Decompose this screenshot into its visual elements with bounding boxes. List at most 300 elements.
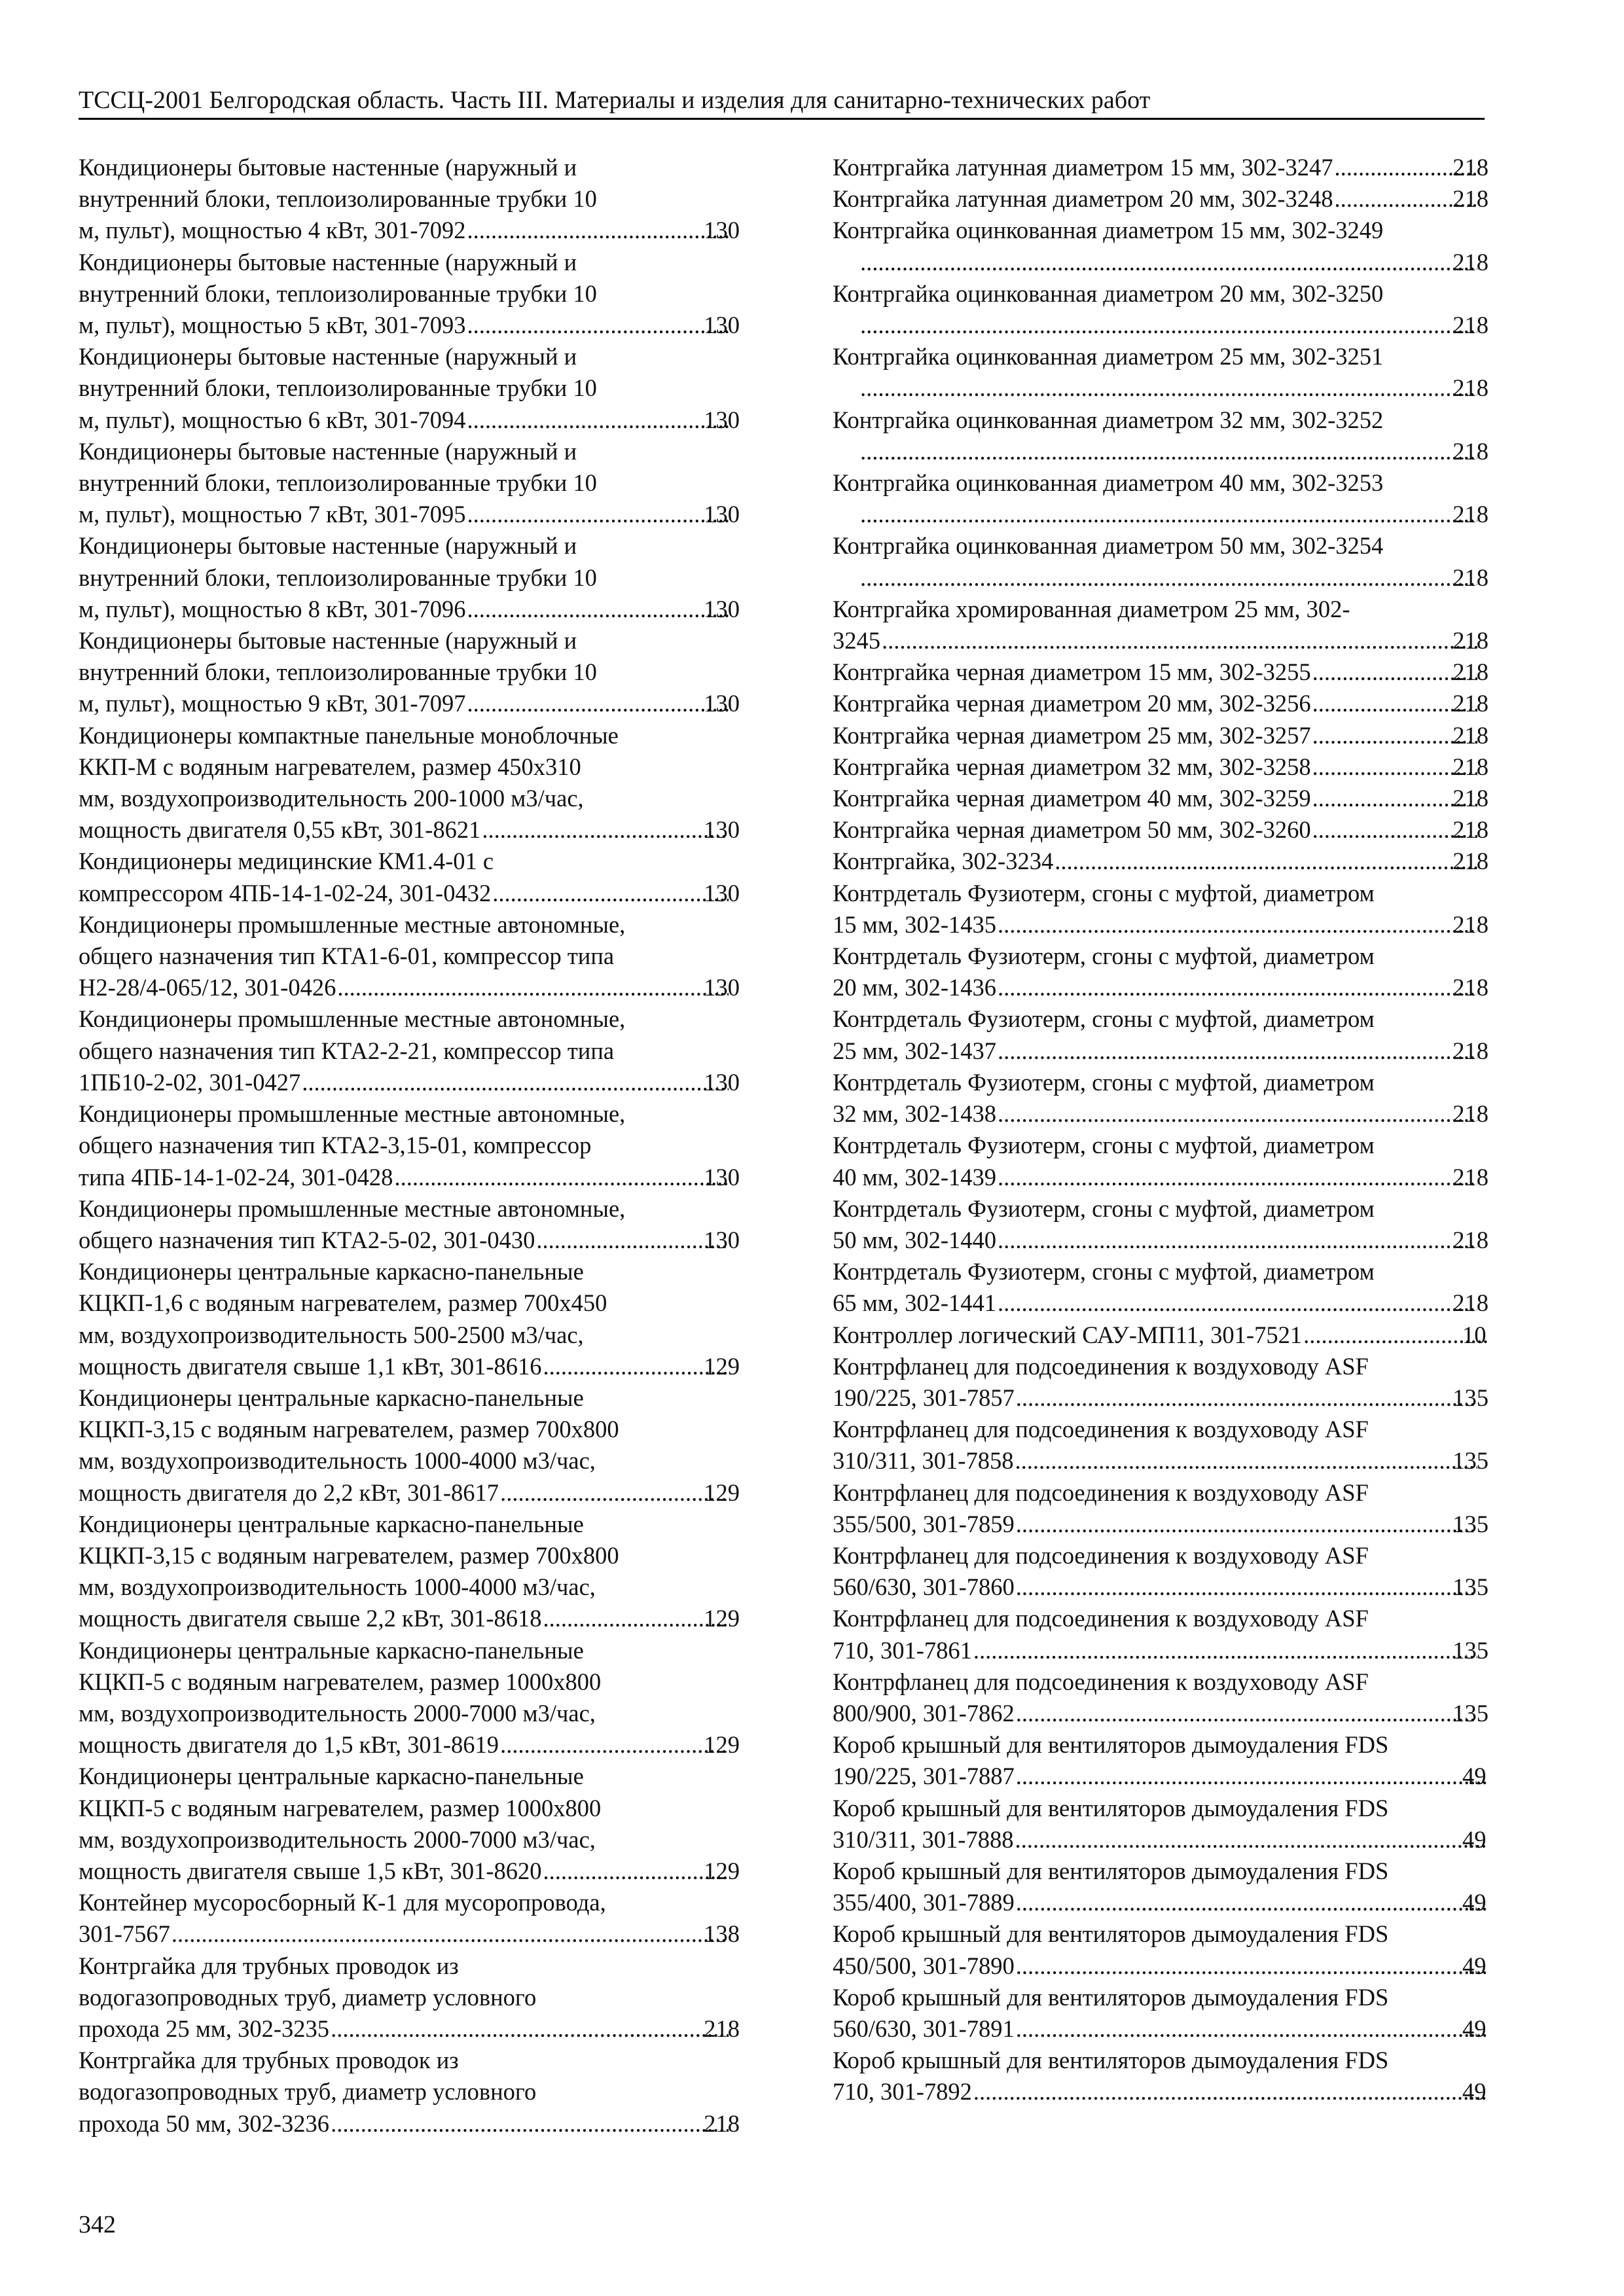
index-entry-line: Контрфланец для подсоединения к воздуховоду ASF (833, 1668, 1369, 1695)
index-entry-line: мощность двигателя до 1,5 кВт, 301-8619 (79, 1731, 499, 1759)
index-entry-line: мм, воздухопроизводительность 1000-4000 м3/час, (79, 1573, 596, 1601)
index-entry-last-line (833, 972, 1489, 1003)
index-entry-last-line (79, 2108, 740, 2140)
index-entry (833, 1130, 1489, 1193)
index-entry-line: 15 мм, 302-1435 (833, 910, 996, 938)
index-entry-last-line (833, 1035, 1489, 1067)
index-entry-line: внутренний блоки, теплоизолированные трубки 10 (79, 374, 597, 402)
dot-leader (860, 562, 1477, 594)
index-entry-line: Контргайка латунная диаметром 15 мм, 302-3247 (833, 154, 1333, 181)
index-entry-line: Контрфланец для подсоединения к воздуховоду ASF (833, 1605, 1369, 1632)
dot-leader (543, 1603, 729, 1634)
index-entry-page: 135 (1453, 1573, 1489, 1601)
index-entry-line: Контргайка черная диаметром 25 мм, 302-3257 (833, 721, 1311, 749)
index-entry-line: Контрдеталь Фузиотерм, сгоны с муфтой, диаметром (833, 879, 1375, 906)
index-entry-last-line (79, 1918, 740, 1950)
dot-leader (860, 436, 1477, 467)
index-entry-line: 710, 301-7892 (833, 2078, 972, 2106)
dot-leader (536, 1225, 729, 1256)
index-entry-last-line (833, 183, 1489, 215)
index-entry-line: мощность двигателя свыше 1,1 кВт, 301-8616 (79, 1352, 542, 1380)
dot-leader (302, 1067, 729, 1098)
index-entry-last-line (833, 1509, 1489, 1540)
index-entry-line: Короб крышный для вентиляторов дымоудаления FDS (833, 1920, 1389, 1948)
index-entry-page: 218 (1453, 721, 1489, 749)
index-entry-line: общего назначения тип КТА2-3,15-01, компрессор (79, 1132, 592, 1159)
index-entry (79, 1509, 740, 1635)
index-entry-line: Контргайка оцинкованная диаметром 40 мм, 302-3253 (833, 469, 1384, 497)
index-entry-line: Кондиционеры промышленные местные автономные, (79, 1194, 626, 1222)
index-entry-line: 65 мм, 302-1441 (833, 1289, 996, 1317)
index-entry-line: КЦКП-3,15 с водяным нагревателем, размер 700х800 (79, 1541, 619, 1569)
index-entry-line: мм, воздухопроизводительность 1000-4000 м3/час, (79, 1447, 596, 1475)
index-entry-page: 218 (1453, 910, 1489, 938)
page-header-title: ТССЦ-2001 Белгородская область. Часть III. Материалы и изделия для санитарно-технических работ (79, 86, 1151, 114)
index-entry-line: Контргайка для трубных проводок из (79, 1952, 459, 1979)
dot-leader (492, 878, 729, 909)
index-entry-page: 218 (704, 2109, 740, 2137)
index-entry-last-line (79, 1067, 740, 1098)
index-entry-line: Кондиционеры промышленные местные автономные, (79, 1100, 626, 1128)
index-entry-line: Контргайка черная диаметром 20 мм, 302-3256 (833, 690, 1311, 717)
index-entry (79, 1635, 740, 1761)
index-entry-last-line (859, 562, 1489, 594)
index-entry (79, 341, 740, 436)
dot-leader (1016, 1509, 1477, 1540)
index-entry-page: 218 (1453, 816, 1489, 844)
index-entry-page: 129 (704, 1605, 740, 1632)
index-entry-last-line (833, 1698, 1489, 1729)
index-entry-page: 218 (1453, 690, 1489, 717)
index-entry-page: 129 (704, 1857, 740, 1884)
index-entry (833, 1193, 1489, 1256)
index-entry-page: 218 (1453, 1100, 1489, 1128)
index-entry-page: 130 (704, 406, 740, 433)
index-entry-page: 218 (1453, 627, 1489, 655)
index-entry-last-line: 710, 301-7892 ..... 49 (859, 2076, 1489, 2108)
index-entry-line: Контргайка оцинкованная диаметром 25 мм, 302-3251 (833, 343, 1384, 370)
index-entry-page: 130 (704, 1068, 740, 1096)
index-entry (833, 1729, 1489, 1792)
index-entry-last-line (859, 310, 1489, 341)
index-entry-line: Кондиционеры бытовые настенные (наружный и (79, 627, 577, 655)
index-entry-page: 218 (1453, 248, 1489, 276)
index-entry-line: ККП-М с водяным нагревателем, размер 450х310 (79, 753, 581, 780)
dot-leader (1016, 1887, 1487, 1918)
index-entry-last-line (79, 1477, 740, 1509)
index-entry (833, 530, 1489, 593)
index-entry (833, 1477, 1489, 1540)
index-entry-line: мощность двигателя до 2,2 кВт, 301-8617 (79, 1479, 499, 1506)
index-entry-line: прохода 25 мм, 302-3235 (79, 2015, 330, 2042)
index-entry-line: Контрдеталь Фузиотерм, сгоны с муфтой, диаметром (833, 1068, 1375, 1096)
index-entry-line: Контрфланец для подсоединения к воздуховоду ASF (833, 1416, 1369, 1443)
index-entry-line: 560/630, 301-7891 (833, 2015, 1015, 2042)
index-entry-line: м, пульт), мощностью 9 кВт, 301-7097 (79, 690, 466, 717)
dot-leader (500, 1729, 729, 1761)
index-entry (833, 783, 1489, 814)
index-entry-page: 218 (1453, 974, 1489, 1001)
index-entry-page: 130 (704, 1226, 740, 1253)
index-entry-line: 355/500, 301-7859 (833, 1510, 1015, 1537)
index-entry-page: 130 (704, 501, 740, 528)
dot-leader (1016, 1571, 1477, 1603)
index-entry-page: 218 (1453, 1163, 1489, 1191)
index-entry-page: 218 (1453, 564, 1489, 591)
index-entry-line: 560/630, 301-7860 (833, 1573, 1015, 1601)
index-entry-page: 129 (704, 1479, 740, 1506)
index-entry-line: прохода 50 мм, 302-3236 (79, 2109, 330, 2137)
dot-leader (1016, 1950, 1487, 1982)
index-entry-last-line (79, 2013, 740, 2045)
index-entry-page: 218 (1453, 785, 1489, 812)
dot-leader (467, 499, 729, 530)
index-entry-line: Контрфланец для подсоединения к воздуховоду ASF (833, 1541, 1369, 1569)
index-entry-page: 135 (1453, 1636, 1489, 1664)
index-entry-last-line (79, 1729, 740, 1761)
index-entry-last-line: 190/225, 301-7887 ..... 49 (859, 1761, 1489, 1792)
index-entry (833, 688, 1489, 719)
index-entry-last-line (833, 814, 1489, 846)
index-entry-page: 218 (1453, 658, 1489, 686)
index-entry-line: типа 4ПБ-14-1-02-24, 301-0428 (79, 1163, 393, 1191)
index-entry-line: Кондиционеры бытовые настенные (наружный и (79, 532, 577, 560)
index-entry-line: Кондиционеры центральные каркасно-панельные (79, 1384, 584, 1411)
index-entry-page: 135 (1453, 1384, 1489, 1411)
index-entry-line: мм, воздухопроизводительность 2000-7000 м3/час, (79, 1825, 596, 1853)
index-entry-line: 20 мм, 302-1436 (833, 974, 996, 1001)
index-entry (79, 1950, 740, 2045)
index-entry (833, 1856, 1489, 1918)
index-entry-line: общего назначения тип КТА2-5-02, 301-0430 (79, 1226, 535, 1253)
index-entry (79, 2045, 740, 2140)
index-entry-line: мощность двигателя свыше 1,5 кВт, 301-8620 (79, 1857, 542, 1884)
index-entry (833, 183, 1489, 215)
index-entry (833, 341, 1489, 404)
index-entry-line: Контейнер мусоросборный К-1 для мусоропровода, (79, 1889, 606, 1916)
index-entry-line: Кондиционеры бытовые настенные (наружный и (79, 248, 577, 276)
index-entry (79, 1761, 740, 1887)
index-entry-page: 218 (1453, 848, 1489, 875)
index-entry-page: 135 (1453, 1699, 1489, 1727)
index-entry (833, 2045, 1489, 2108)
dot-leader (394, 1162, 729, 1193)
index-entry-line: 190/225, 301-7857 (833, 1384, 1015, 1411)
index-entry-page: 218 (1453, 1037, 1489, 1064)
dot-leader (467, 404, 729, 436)
index-entry-line: Кондиционеры центральные каркасно-панельные (79, 1763, 584, 1790)
index-entry-line: м, пульт), мощностью 8 кВт, 301-7096 (79, 595, 466, 622)
index-entry-page: 129 (704, 1731, 740, 1759)
index-entry-last-line (859, 499, 1489, 530)
index-entry (79, 909, 740, 1004)
index-entry-line: КЦКП-5 с водяным нагревателем, размер 1000х800 (79, 1794, 602, 1821)
index-entry-line: компрессором 4ПБ-14-1-02-24, 301-0432 (79, 879, 492, 906)
index-entry-last-line (79, 688, 740, 719)
index-entry (79, 625, 740, 720)
dot-leader (998, 1035, 1477, 1067)
dot-leader (467, 594, 729, 625)
index-entry (79, 247, 740, 342)
index-entry-line: 190/225, 301-7887 (833, 1763, 1015, 1790)
index-entry-line: Кондиционеры центральные каркасно-панельные (79, 1510, 584, 1537)
dot-leader (1016, 2013, 1487, 2045)
index-entry-page: 135 (1453, 1510, 1489, 1537)
index-entry-last-line (79, 594, 740, 625)
index-entry-last-line (79, 1603, 740, 1634)
index-entry-line: мощность двигателя 0,55 кВт, 301-8621 (79, 816, 481, 844)
index-entry-page: 130 (704, 312, 740, 339)
index-entry-line: Короб крышный для вентиляторов дымоудаления FDS (833, 1857, 1389, 1884)
index-entry-line: Контрфланец для подсоединения к воздуховоду ASF (833, 1352, 1369, 1380)
index-entry-last-line (859, 372, 1489, 404)
index-entry-last-line: 310/311, 301-7888 ..... 49 (859, 1824, 1489, 1856)
index-entry-page: 130 (704, 217, 740, 244)
index-entry-line: м, пульт), мощностью 4 кВт, 301-7092 (79, 217, 466, 244)
index-entry-line: Кондиционеры промышленные местные автономные, (79, 910, 626, 938)
index-entry-page: 130 (704, 816, 740, 844)
index-entry-last-line (79, 814, 740, 846)
page-number: 342 (79, 2211, 116, 2238)
index-entry (79, 1098, 740, 1193)
index-entry (833, 1540, 1489, 1603)
index-entry-line: внутренний блоки, теплоизолированные трубки 10 (79, 185, 597, 213)
index-entry (79, 1887, 740, 1950)
index-entry (833, 1666, 1489, 1729)
index-entry (833, 215, 1489, 278)
index-entry-last-line (79, 404, 740, 436)
index-entry-last-line (833, 1287, 1489, 1319)
index-entry (79, 846, 740, 908)
index-entry-page: 218 (1453, 154, 1489, 181)
index-entry-last-line (833, 625, 1489, 656)
index-entry (833, 1256, 1489, 1319)
index-entry (79, 1003, 740, 1098)
index-column-left (79, 152, 740, 2140)
index-entry-page: 135 (1453, 1447, 1489, 1475)
dot-leader (337, 972, 729, 1003)
index-entry-line: мм, воздухопроизводительность 500-2500 м3/час, (79, 1321, 584, 1348)
index-entry-last-line (833, 1445, 1489, 1477)
dot-leader (171, 1918, 729, 1950)
index-entry-last-line (833, 688, 1489, 719)
index-entry-line: водогазопроводных труб, диаметр условного (79, 2078, 537, 2106)
index-entry-last-line (79, 499, 740, 530)
dot-leader (467, 215, 729, 246)
index-entry-line: 800/900, 301-7862 (833, 1699, 1015, 1727)
index-entry-line: водогазопроводных труб, диаметр условного (79, 1983, 537, 2011)
index-entry-last-line (79, 1225, 740, 1256)
index-entry-line: Контргайка оцинкованная диаметром 32 мм, 302-3252 (833, 406, 1384, 433)
index-entry-page: 138 (704, 1920, 740, 1948)
index-entry-line: Контрдеталь Фузиотерм, сгоны с муфтой, диаметром (833, 1194, 1375, 1222)
index-entry-line: Контргайка черная диаметром 50 мм, 302-3260 (833, 816, 1311, 844)
index-entry-line: мм, воздухопроизводительность 2000-7000 м3/час, (79, 1699, 596, 1727)
index-entry (79, 1256, 740, 1382)
index-entry (833, 814, 1489, 846)
index-entry-line: 450/500, 301-7890 (833, 1952, 1015, 1979)
index-entry-line: мм, воздухопроизводительность 200-1000 м3/час, (79, 785, 584, 812)
index-entry-page: 218 (1453, 437, 1489, 465)
index-entry-line: 310/311, 301-7858 (833, 1447, 1014, 1475)
dot-leader (1016, 1382, 1477, 1414)
index-entry-line: внутренний блоки, теплоизолированные трубки 10 (79, 279, 597, 307)
index-entry (833, 1414, 1489, 1477)
index-entry-line: Контрдеталь Фузиотерм, сгоны с муфтой, диаметром (833, 1132, 1375, 1159)
index-entry (833, 1982, 1489, 2045)
index-entry-line: внутренний блоки, теплоизолированные трубки 10 (79, 658, 597, 686)
index-entry-line: Контрфланец для подсоединения к воздуховоду ASF (833, 1479, 1369, 1506)
dot-leader (543, 1856, 729, 1887)
index-entry (833, 467, 1489, 530)
index-entry-last-line (833, 1225, 1489, 1256)
index-entry (833, 278, 1489, 341)
index-entry-last-line (833, 1635, 1489, 1666)
dot-leader (998, 1287, 1477, 1319)
index-entry-last-line (833, 1162, 1489, 1193)
index-entry-line: Контргайка для трубных проводок из (79, 2047, 459, 2074)
index-entry (833, 1003, 1489, 1066)
dot-leader (882, 625, 1477, 656)
index-entry (833, 404, 1489, 467)
index-entry-last-line (833, 783, 1489, 814)
index-entry-page: 130 (704, 1163, 740, 1191)
index-entry-line: 40 мм, 302-1439 (833, 1163, 996, 1191)
index-entry (833, 1319, 1489, 1351)
index-entry-line: общего назначения тип КТА1-6-01, компрессор типа (79, 942, 615, 970)
index-entry (833, 941, 1489, 1003)
index-entry (833, 751, 1489, 783)
index-entry (79, 152, 740, 247)
index-entry-page: 129 (704, 1352, 740, 1380)
index-entry-line: м, пульт), мощностью 5 кВт, 301-7093 (79, 312, 466, 339)
index-entry-last-line (859, 436, 1489, 467)
index-entry (833, 594, 1489, 656)
index-entry (833, 1918, 1489, 1981)
index-entry-last-line: 450/500, 301-7890 ..... 49 (859, 1950, 1489, 1982)
index-entry-line: КЦКП-3,15 с водяным нагревателем, размер 700х800 (79, 1416, 619, 1443)
index-entry-last-line (833, 1571, 1489, 1603)
index-entry-page: 130 (704, 879, 740, 906)
index-entry-last-line (79, 1162, 740, 1193)
index-entry-page: 218 (1453, 1226, 1489, 1253)
index-entry-last-line (833, 656, 1489, 688)
index-entry-last-line (79, 972, 740, 1003)
index-entry-last-line (833, 909, 1489, 941)
dot-leader (1016, 1761, 1487, 1792)
index-entry (79, 1193, 740, 1256)
index-entry (79, 720, 740, 846)
index-entry-page: 218 (704, 2015, 740, 2042)
index-entry-line: Контргайка черная диаметром 15 мм, 302-3255 (833, 658, 1311, 686)
index-entry-line: 1ПБ10-2-02, 301-0427 (79, 1068, 301, 1096)
index-entry-line: 3245 (833, 627, 880, 655)
dot-leader (467, 688, 729, 719)
index-entry-line: Кондиционеры центральные каркасно-панельные (79, 1258, 584, 1285)
index-entry-line: 710, 301-7861 (833, 1636, 972, 1664)
dot-leader (543, 1351, 729, 1382)
index-entry-line: Кондиционеры компактные панельные моноблочные (79, 721, 619, 749)
index-entry-line: Кондиционеры промышленные местные автономные, (79, 1005, 626, 1033)
index-entry-page: 218 (1453, 185, 1489, 213)
index-entry-last-line: 560/630, 301-7891 ..... 49 (859, 2013, 1489, 2045)
index-entry (79, 436, 740, 531)
index-entry-line: 32 мм, 302-1438 (833, 1100, 996, 1128)
index-entry-line: Контргайка оцинкованная диаметром 50 мм, 302-3254 (833, 532, 1384, 560)
dot-leader (331, 2013, 729, 2045)
index-entry-page: 130 (704, 595, 740, 622)
index-entry-last-line (79, 878, 740, 909)
index-entry-last-line: Контроллер логический САУ-МП11, 301-7521 ..... 10 (859, 1319, 1489, 1351)
index-entry-line: Контргайка латунная диаметром 20 мм, 302-3248 (833, 185, 1333, 213)
index-entry-line: Короб крышный для вентиляторов дымоудаления FDS (833, 2047, 1389, 2074)
index-entry (833, 846, 1489, 877)
index-entry-line: Контргайка хромированная диаметром 25 мм, 302- (833, 595, 1350, 622)
index-entry-line: Короб крышный для вентиляторов дымоудаления FDS (833, 1731, 1389, 1759)
index-entry (833, 1351, 1489, 1414)
index-entry (833, 720, 1489, 751)
dot-leader (860, 247, 1477, 278)
index-entry (833, 878, 1489, 941)
index-entry (833, 1793, 1489, 1856)
index-entry-line: Контргайка оцинкованная диаметром 20 мм, 302-3250 (833, 279, 1384, 307)
index-entry-line: КЦКП-5 с водяным нагревателем, размер 1000х800 (79, 1668, 602, 1695)
index-entry-line: 355/400, 301-7889 (833, 1889, 1015, 1916)
index-entry-line: Кондиционеры бытовые настенные (наружный и (79, 437, 577, 465)
index-entry-line: Кондиционеры центральные каркасно-панельные (79, 1636, 584, 1664)
index-entry-line: Кондиционеры медицинские КМ1.4-01 с (79, 848, 494, 875)
index-entry-line: Контрдеталь Фузиотерм, сгоны с муфтой, диаметром (833, 942, 1375, 970)
index-entry-line: 25 мм, 302-1437 (833, 1037, 996, 1064)
index-entry-line: 50 мм, 302-1440 (833, 1226, 996, 1253)
index-entry-page: 218 (1453, 312, 1489, 339)
dot-leader (998, 972, 1477, 1003)
dot-leader (1016, 1698, 1477, 1729)
index-entry-line: Контргайка черная диаметром 32 мм, 302-3258 (833, 753, 1311, 780)
index-entry-page: 218 (1453, 753, 1489, 780)
index-entry-line: КЦКП-1,6 с водяным нагревателем, размер 700х450 (79, 1289, 607, 1317)
index-entry-last-line (833, 1382, 1489, 1414)
dot-leader (998, 1098, 1477, 1130)
index-entry-last-line (833, 152, 1489, 183)
dot-leader (331, 2108, 729, 2140)
dot-leader (998, 1225, 1477, 1256)
index-entry-last-line (79, 1856, 740, 1887)
index-entry-line: Контргайка, 302-3234 (833, 848, 1054, 875)
index-entry-line: 310/311, 301-7888 (833, 1825, 1014, 1853)
dot-leader (1015, 1824, 1487, 1856)
index-entry-page: 218 (1453, 374, 1489, 402)
dot-leader (973, 2076, 1487, 2108)
index-column-right (833, 152, 1489, 2108)
index-entry-line: Контроллер логический САУ-МП11, 301-7521 (833, 1321, 1303, 1348)
index-entry-last-line (859, 247, 1489, 278)
index-entry-line: мощность двигателя свыше 2,2 кВт, 301-8618 (79, 1605, 542, 1632)
dot-leader (1015, 1445, 1477, 1477)
index-entry-line: внутренний блоки, теплоизолированные трубки 10 (79, 469, 597, 497)
index-entry-line: Короб крышный для вентиляторов дымоудаления FDS (833, 1794, 1389, 1821)
dot-leader (1303, 1319, 1487, 1351)
index-entry-page: 130 (704, 690, 740, 717)
dot-leader (860, 310, 1477, 341)
index-entry-line: м, пульт), мощностью 6 кВт, 301-7094 (79, 406, 466, 433)
index-entry (833, 152, 1489, 183)
index-entry-line: Контрдеталь Фузиотерм, сгоны с муфтой, диаметром (833, 1005, 1375, 1033)
index-entry-line: Кондиционеры бытовые настенные (наружный и (79, 154, 577, 181)
index-entry-line: 301-7567 (79, 1920, 170, 1948)
header-rule (79, 118, 1485, 120)
index-entry (79, 1382, 740, 1509)
